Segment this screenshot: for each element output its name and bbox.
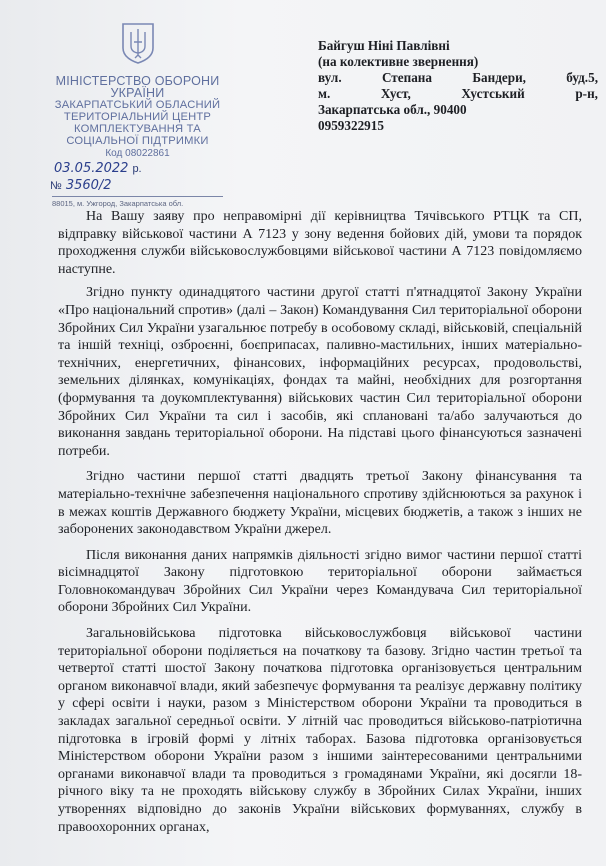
tryzub-coat-of-arms-icon bbox=[120, 22, 156, 64]
org-line: ЗАКАРПАТСЬКИЙ ОБЛАСНИЙ bbox=[54, 99, 221, 111]
org-line: КОМПЛЕКТУВАННЯ ТА bbox=[74, 123, 201, 135]
registration-number bbox=[40, 178, 235, 193]
number-value: 3560/2 bbox=[65, 178, 112, 193]
paragraph: На Вашу заяву про неправомірні дії керівництва Тячівського РТЦК та СП, відправку військової частини А 7123 у зону ведення бойових дій, умови та порядок проходження служби військовослужбовцями військової частини А 7123 повідомляємо наступне. bbox=[58, 209, 582, 277]
registration-date bbox=[40, 161, 235, 176]
district-suffix: р-н, bbox=[575, 86, 598, 101]
district-name: Хустський bbox=[461, 86, 525, 101]
divider bbox=[52, 196, 223, 197]
letter-body bbox=[58, 208, 582, 844]
paragraph: Згідно частини першої статті двадцять третьої Закону фінансування та матеріально-технічне забезпечення національного спротиву здійснюються за рахунок і в межах коштів Державного бюджету України, місцевих бюджетів, а також з інших не заборонених законодавством України джерел. bbox=[58, 469, 582, 538]
city-prefix: м. bbox=[318, 86, 331, 101]
org-code: Код 08022861 bbox=[105, 148, 170, 159]
recipient-city bbox=[318, 86, 598, 102]
building: буд.5, bbox=[566, 70, 598, 85]
paragraph: Згідно пункту одинадцятого частини другої статті п'ятнадцятої Закону України «Про національний спротив» (далі – Закон) Командування Сил територіальної оборони Збройних Сил України узагальнює потребу в особовому складі, військовій, спеціальній та іншій техніці, озброєнні, боєприпасах, паливно-мастильних, інших матеріально-технічних, енергетичних, фінансових, інформаційних ресурсах, продовольстві, земельних ділянках, комунікаціях, фондах та майні, необхідних для розгортання (формування та доукомплектування) військових частин Сил територіальної оборони Збройних Сил України та сил і засобів, які сплановані та/або залучаються до виконання завдань територіальної оборони. На підставі цього фінансуються зазначені потреби. bbox=[58, 285, 582, 459]
street-prefix: вул. bbox=[318, 70, 342, 85]
street-name-2: Бандери, bbox=[472, 70, 526, 85]
number-prefix: № bbox=[50, 180, 62, 192]
letterhead bbox=[40, 22, 235, 208]
recipient-note: (на колективне звернення) bbox=[318, 54, 479, 69]
org-line: СОЦІАЛЬНОЇ ПІДТРИМКИ bbox=[66, 135, 209, 147]
city-name: Хуст, bbox=[380, 86, 411, 101]
paragraph: Загальновійськова підготовка військовослужбовця військової частини територіальної оборони поділяється на початкову та базову. Згідно частин третьої та четвертої статті шостої Закону початкова підготовка організовується центральним органом виконавчої влади, який забезпечує формування та реалізує державну політику у сфері освіти і науки, разом з Міністерством оборони України та проводиться в закладах загальної середньої освіти. У літній час проводиться військово-патріотична підготовка в ігровій формі у літніх таборах. Базова підготовка організовується Міністерством оборони України разом з іншими заінтересованими центральними органами виконавчої влади та проводиться з громадянами України, які досягли 18-річного віку та не проходять військову службу в Збройних Силах України, інших утвореннях відповідно до законів України військових формуваннях, службу в правоохоронних органах, bbox=[58, 626, 582, 835]
recipient-phone: 0959322915 bbox=[318, 118, 384, 133]
street-name: Степана bbox=[381, 70, 433, 85]
recipient-name: Байгуш Ніні Павлівні bbox=[318, 38, 450, 53]
org-line: ТЕРИТОРІАЛЬНИЙ ЦЕНТР bbox=[63, 111, 212, 123]
recipient-region: Закарпатська обл., 90400 bbox=[318, 102, 467, 117]
date-value: 03.05.2022 bbox=[54, 161, 129, 176]
recipient-block bbox=[318, 38, 598, 134]
org-line: УКРАЇНИ bbox=[110, 86, 165, 100]
recipient-street bbox=[318, 70, 598, 86]
org-line: МІНІСТЕРСТВО ОБОРОНИ bbox=[55, 74, 220, 88]
date-suffix: р. bbox=[132, 163, 142, 175]
paragraph: Після виконання даних напрямків діяльності згідно вимог частини першої статті вісімнадцятої Закону підготовкою територіальної оборони займається Головнокомандувач Збройних Сил України через Командувача Сил територіальної оборони Збройних Сил України. bbox=[58, 547, 582, 616]
org-address: 88015, м. Ужгород, Закарпатська обл. bbox=[52, 199, 184, 208]
